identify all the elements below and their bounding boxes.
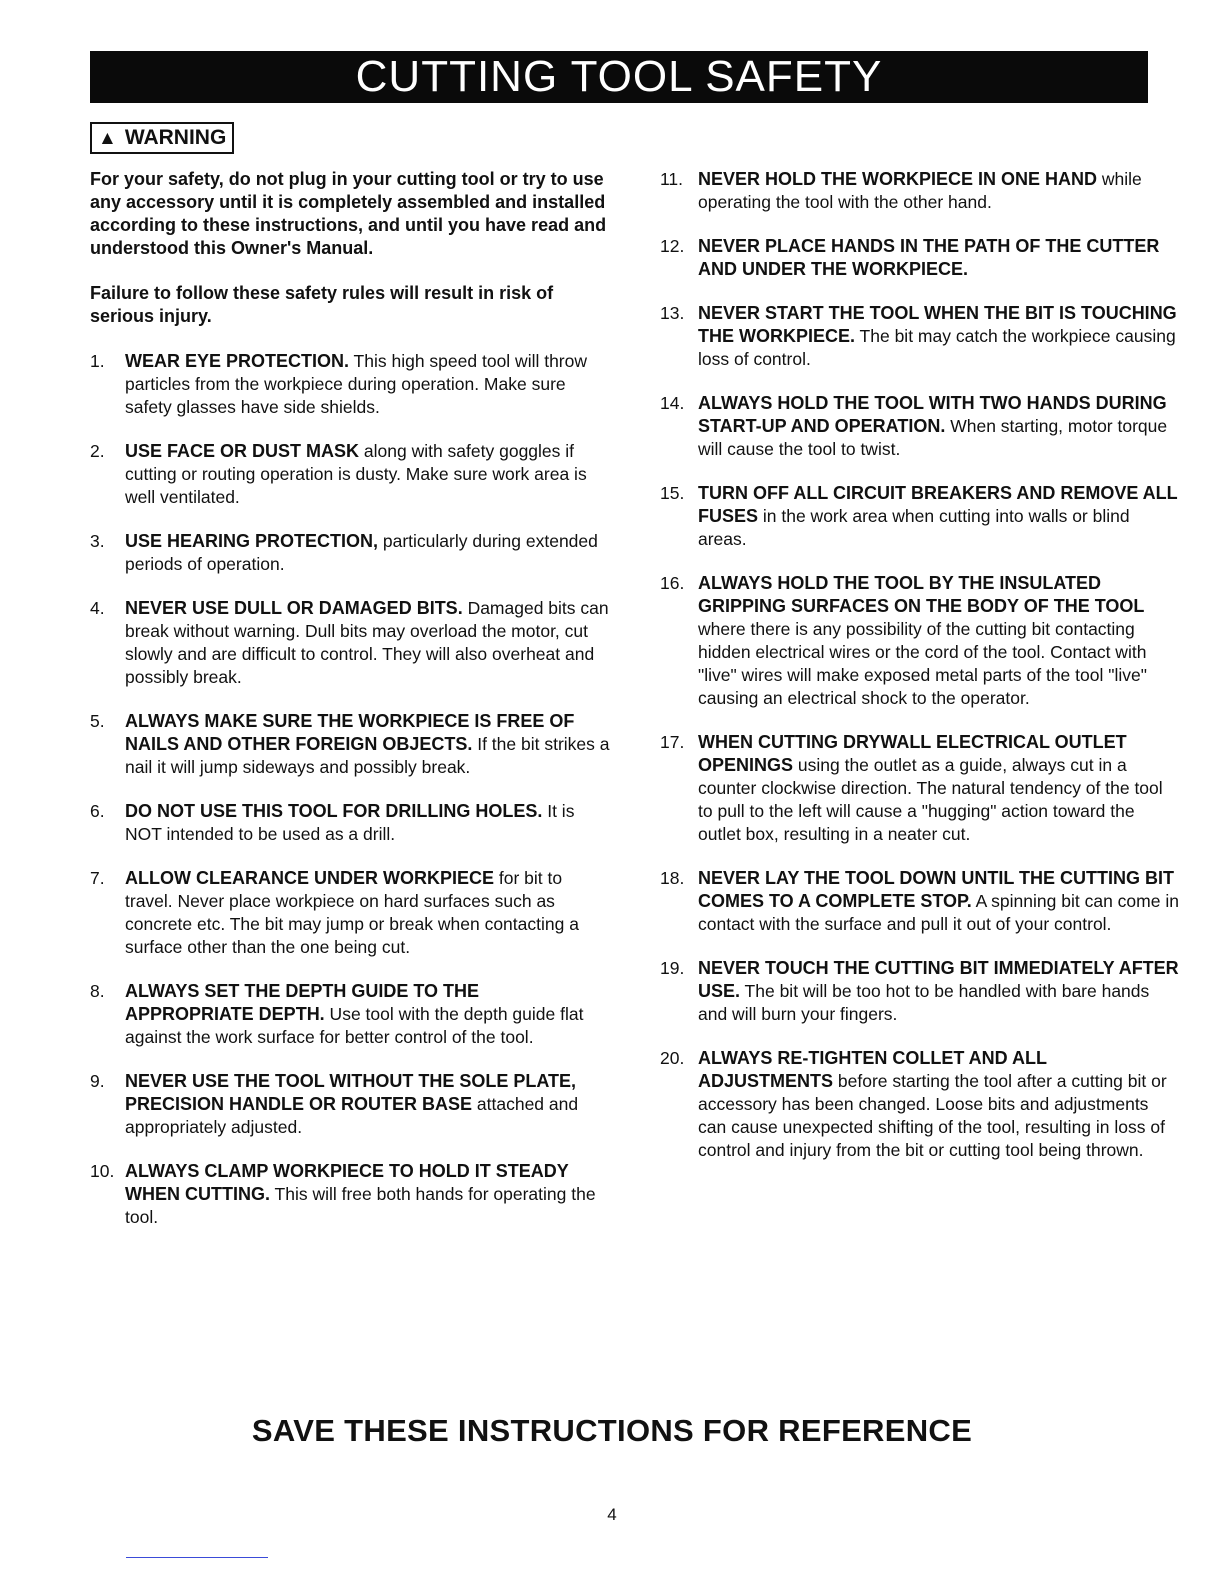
rule-number: 7. — [90, 868, 105, 888]
rule-number: 4. — [90, 598, 105, 618]
rule-heading: NEVER USE DULL OR DAMAGED BITS. — [125, 598, 463, 618]
rule-heading: TURN OFF ALL CIRCUIT BREAKERS AND REMOVE ALL FUSES — [698, 483, 1178, 526]
rule-number: 1. — [90, 351, 105, 371]
rule-body: When starting, motor torque will cause the tool to twist. — [698, 416, 1168, 459]
safety-rule — [90, 350, 610, 419]
rule-heading: WHEN CUTTING DRYWALL ELECTRICAL OUTLET OPENINGS — [698, 732, 1127, 775]
footer-divider — [126, 1557, 268, 1558]
safety-rule — [90, 710, 610, 779]
rule-number: 16. — [660, 573, 685, 593]
rule-body: Use tool with the depth guide flat against the work surface for better control of the tool. — [125, 1004, 584, 1047]
rule-number: 2. — [90, 441, 105, 461]
page-number: 4 — [607, 1505, 617, 1524]
right-column — [660, 168, 1180, 1183]
safety-rules-list-left — [90, 350, 610, 1229]
rule-number: 8. — [90, 981, 105, 1001]
rule-heading: ALWAYS MAKE SURE THE WORKPIECE IS FREE OF NAILS AND OTHER FOREIGN OBJECTS. — [125, 711, 575, 754]
rule-heading: NEVER USE THE TOOL WITHOUT THE SOLE PLATE, PRECISION HANDLE OR ROUTER BASE — [125, 1071, 577, 1114]
safety-rule — [90, 800, 610, 846]
rule-heading: NEVER LAY THE TOOL DOWN UNTIL THE CUTTING BIT COMES TO A COMPLETE STOP. — [698, 868, 1175, 911]
rule-heading: ALWAYS RE-TIGHTEN COLLET AND ALL ADJUSTMENTS — [698, 1048, 1047, 1091]
rule-heading: DO NOT USE THIS TOOL FOR DRILLING HOLES. — [125, 801, 543, 821]
safety-rule — [660, 482, 1180, 551]
safety-rule — [660, 392, 1180, 461]
rule-body: particularly during extended periods of operation. — [125, 531, 598, 574]
safety-rules-list-right — [660, 168, 1180, 1162]
safety-rule — [660, 235, 1180, 281]
rule-number: 11. — [660, 169, 684, 189]
safety-rule — [90, 1160, 610, 1229]
safety-rule — [660, 957, 1180, 1026]
rule-number: 15. — [660, 483, 685, 503]
safety-rule — [660, 867, 1180, 936]
rule-heading: NEVER PLACE HANDS IN THE PATH OF THE CUTTER AND UNDER THE WORKPIECE. — [698, 236, 1160, 279]
rule-body: while operating the tool with the other hand. — [698, 169, 1142, 212]
safety-rule — [660, 572, 1180, 710]
warning-label: WARNING — [124, 126, 227, 149]
rule-heading: ALWAYS CLAMP WORKPIECE TO HOLD IT STEADY WHEN CUTTING. — [125, 1161, 569, 1204]
rule-number: 6. — [90, 801, 105, 821]
left-column — [90, 122, 610, 1250]
safety-rule — [90, 440, 610, 509]
safety-rule — [660, 302, 1180, 371]
safety-rule — [660, 168, 1180, 214]
rule-number: 13. — [660, 303, 685, 323]
rule-heading: WEAR EYE PROTECTION. — [125, 351, 350, 371]
rule-number: 3. — [90, 531, 105, 551]
rule-number: 5. — [90, 711, 105, 731]
rule-body: The bit will be too hot to be handled with bare hands and will burn your fingers. — [698, 981, 1150, 1024]
rule-number: 9. — [90, 1071, 105, 1091]
rule-number: 10. — [90, 1161, 115, 1181]
rule-body: along with safety goggles if cutting or routing operation is dusty. Make sure work area is well ventilated. — [125, 441, 587, 507]
rule-body: This will free both hands for operating the tool. — [125, 1184, 596, 1227]
rule-body: The bit may catch the workpiece causing loss of control. — [698, 326, 1176, 369]
rule-body: where there is any possibility of the cutting bit contacting hidden electrical wires or the cord of the tool. Contact with "live" wires will make exposed metal parts of the tool "live" causing an electrical shock to the operator. — [698, 619, 1147, 708]
rule-heading: NEVER START THE TOOL WHEN THE BIT IS TOUCHING THE WORKPIECE. — [698, 303, 1177, 346]
rule-body: before starting the tool after a cutting bit or accessory has been changed. Loose bits and adjustments can cause unexpected shifting of the tool, resulting in loss of control and injury from the bit or cutting tool being thrown. — [698, 1071, 1167, 1160]
rule-body: for bit to travel. Never place workpiece on hard surfaces such as concrete etc. The bit may jump or break when contacting a surface other than the one being cut. — [125, 868, 579, 957]
rule-heading: USE FACE OR DUST MASK — [125, 441, 360, 461]
warning-label-box — [90, 122, 234, 154]
rule-body: in the work area when cutting into walls or blind areas. — [698, 506, 1130, 549]
save-instructions-heading: SAVE THESE INSTRUCTIONS FOR REFERENCE — [251, 1413, 973, 1448]
rule-body: This high speed tool will throw particles from the workpiece during operation. Make sure safety glasses have side shields. — [125, 351, 588, 417]
safety-rule — [90, 597, 610, 689]
rule-body: It is NOT intended to be used as a drill. — [125, 801, 575, 844]
rule-heading: NEVER HOLD THE WORKPIECE IN ONE HAND — [698, 169, 1098, 189]
safety-rule — [660, 731, 1180, 846]
rule-body: Damaged bits can break without warning. Dull bits may overload the motor, cut slowly and are difficult to control. They will also overheat and possibly break. — [125, 598, 609, 687]
rule-body: attached and appropriately adjusted. — [125, 1094, 579, 1137]
safety-rule — [90, 530, 610, 576]
warning-triangle-icon: ▲ — [98, 128, 117, 149]
rule-heading: ALWAYS SET THE DEPTH GUIDE TO THE APPROPRIATE DEPTH. — [125, 981, 480, 1024]
safety-rule — [90, 867, 610, 959]
warning-intro: For your safety, do not plug in your cutting tool or try to use any accessory until it is completely assembled and installed according to these instructions, and until you have read and understood this Owner's Manual. — [90, 169, 607, 258]
rule-number: 19. — [660, 958, 685, 978]
safety-rule — [90, 980, 610, 1049]
rule-heading: ALLOW CLEARANCE UNDER WORKPIECE — [125, 868, 494, 888]
rule-heading: USE HEARING PROTECTION, — [125, 531, 379, 551]
rule-number: 14. — [660, 393, 685, 413]
rule-body: A spinning bit can come in contact with the surface and pull it out of your control. — [698, 891, 1179, 934]
rule-heading: NEVER TOUCH THE CUTTING BIT IMMEDIATELY AFTER USE. — [698, 958, 1179, 1001]
rule-number: 12. — [660, 236, 685, 256]
rule-heading: ALWAYS HOLD THE TOOL WITH TWO HANDS DURING START-UP AND OPERATION. — [698, 393, 1167, 436]
warning-consequence: Failure to follow these safety rules will result in risk of serious injury. — [90, 283, 554, 326]
rule-heading: ALWAYS HOLD THE TOOL BY THE INSULATED GRIPPING SURFACES ON THE BODY OF THE TOOL — [698, 573, 1145, 616]
rule-number: 17. — [660, 732, 685, 752]
page-banner-title: CUTTING TOOL SAFETY — [90, 51, 1148, 103]
rule-body: If the bit strikes a nail it will jump sideways and possibly break. — [125, 734, 610, 777]
rule-number: 18. — [660, 868, 685, 888]
safety-rule — [90, 1070, 610, 1139]
safety-rule — [660, 1047, 1180, 1162]
rule-number: 20. — [660, 1048, 685, 1068]
rule-body: using the outlet as a guide, always cut in a counter clockwise direction. The natural tendency of the tool to pull to the left will cause a "hugging" action toward the outlet box, resulting in a neater cut. — [698, 755, 1163, 844]
